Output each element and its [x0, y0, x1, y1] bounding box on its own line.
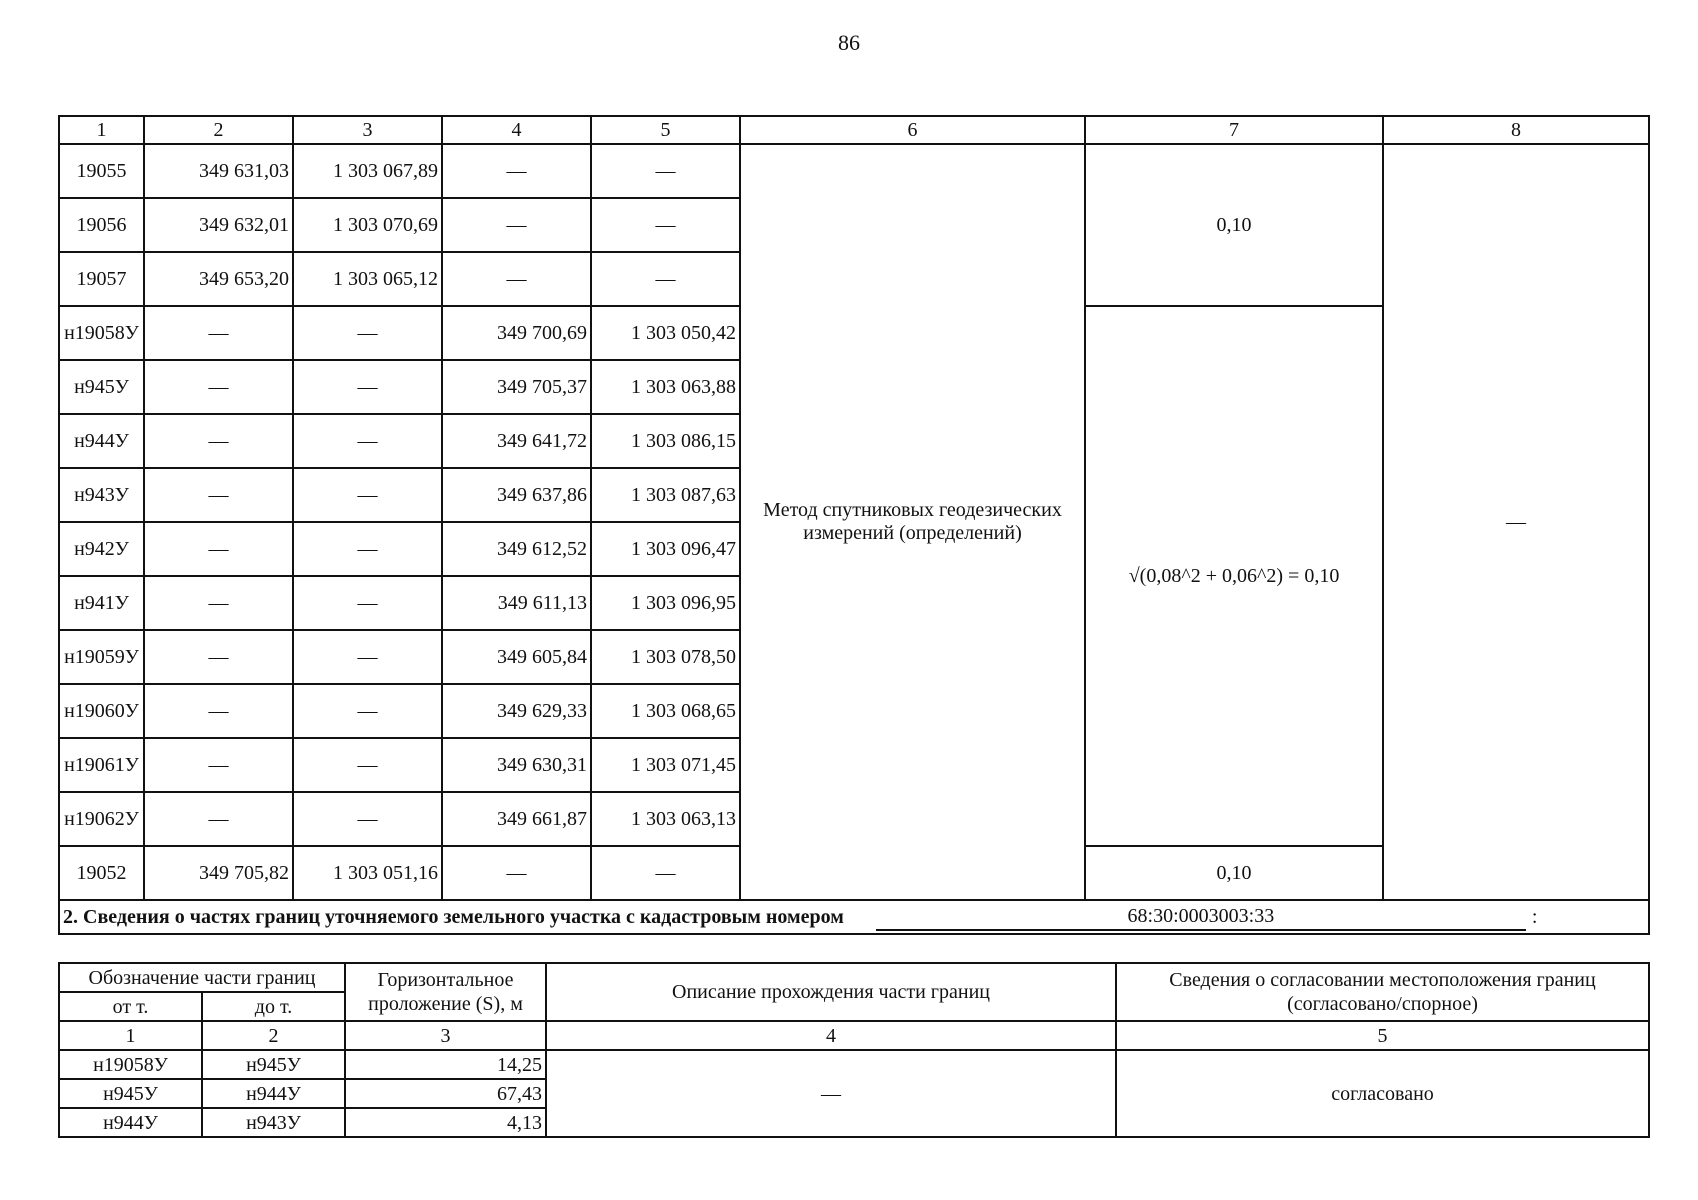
header-cell: 7 — [1085, 116, 1383, 144]
accuracy-cell: 0,10 — [1085, 846, 1383, 900]
column-number: 3 — [345, 1021, 546, 1050]
point-name-cell: 19055 — [59, 144, 144, 198]
y-old-cell: 1 303 067,89 — [293, 144, 442, 198]
y-old-cell: — — [293, 306, 442, 360]
y-old-cell: 1 303 070,69 — [293, 198, 442, 252]
x-old-cell: — — [144, 468, 293, 522]
method-cell: Метод спутниковых геодезических измерений (определений) — [740, 144, 1085, 900]
point-name-cell: н942У — [59, 522, 144, 576]
y-new-cell: 1 303 078,50 — [591, 630, 740, 684]
x-old-cell: 349 632,01 — [144, 198, 293, 252]
table-row — [59, 144, 1649, 198]
header-cell: 4 — [442, 116, 591, 144]
x-old-cell: — — [144, 576, 293, 630]
header-cell: 3 — [293, 116, 442, 144]
x-new-cell: 349 637,86 — [442, 468, 591, 522]
y-new-cell: — — [591, 252, 740, 306]
y-new-cell: 1 303 087,63 — [591, 468, 740, 522]
y-old-cell: 1 303 065,12 — [293, 252, 442, 306]
point-name-cell: н19060У — [59, 684, 144, 738]
x-new-cell: 349 630,31 — [442, 738, 591, 792]
header-to-point: до т. — [202, 992, 345, 1021]
y-new-cell: — — [591, 198, 740, 252]
point-name-cell: н943У — [59, 468, 144, 522]
x-new-cell: — — [442, 846, 591, 900]
point-name-cell: н941У — [59, 576, 144, 630]
x-new-cell: 349 641,72 — [442, 414, 591, 468]
y-new-cell: 1 303 096,95 — [591, 576, 740, 630]
to-point-cell: н945У — [202, 1050, 345, 1079]
x-old-cell: — — [144, 414, 293, 468]
description-cell: — — [546, 1050, 1116, 1137]
section-2-heading-row — [59, 900, 1649, 934]
x-old-cell: — — [144, 522, 293, 576]
x-old-cell: — — [144, 306, 293, 360]
y-new-cell: 1 303 050,42 — [591, 306, 740, 360]
accuracy-formula-cell: √(0,08^2 + 0,06^2) = 0,10 — [1085, 306, 1383, 846]
length-cell: 4,13 — [345, 1108, 546, 1137]
y-old-cell: — — [293, 630, 442, 684]
length-cell: 14,25 — [345, 1050, 546, 1079]
header-description: Описание прохождения части границ — [546, 963, 1116, 1021]
y-old-cell: — — [293, 414, 442, 468]
point-name-cell: н19059У — [59, 630, 144, 684]
column-number: 2 — [202, 1021, 345, 1050]
y-new-cell: — — [591, 846, 740, 900]
x-new-cell: 349 611,13 — [442, 576, 591, 630]
point-name-cell: н945У — [59, 360, 144, 414]
header-cell: 1 — [59, 116, 144, 144]
x-old-cell: — — [144, 630, 293, 684]
y-new-cell: 1 303 086,15 — [591, 414, 740, 468]
point-name-cell: н944У — [59, 414, 144, 468]
cadastral-number: 68:30:0003003:33 — [876, 903, 1526, 931]
x-new-cell: — — [442, 252, 591, 306]
y-old-cell: — — [293, 360, 442, 414]
section-2-title: 2. Сведения о частях границ уточняемого земельного участка с кадастровым номером — [63, 905, 844, 928]
agreement-cell: согласовано — [1116, 1050, 1649, 1137]
point-name-cell: 19056 — [59, 198, 144, 252]
y-old-cell: — — [293, 684, 442, 738]
boundary-points-table — [58, 115, 1650, 935]
x-old-cell: 349 631,03 — [144, 144, 293, 198]
x-old-cell: — — [144, 684, 293, 738]
section-2-colon: : — [1531, 905, 1538, 928]
column-number-row — [59, 1021, 1649, 1050]
x-old-cell: 349 653,20 — [144, 252, 293, 306]
y-new-cell: — — [591, 144, 740, 198]
y-new-cell: 1 303 063,88 — [591, 360, 740, 414]
table-row — [59, 1050, 1649, 1079]
header-from-point: от т. — [59, 992, 202, 1021]
point-name-cell: н19062У — [59, 792, 144, 846]
header-horizontal-length: Горизонтальное проложение (S), м — [345, 963, 546, 1021]
x-new-cell: 349 629,33 — [442, 684, 591, 738]
header-cell: 5 — [591, 116, 740, 144]
column-number: 4 — [546, 1021, 1116, 1050]
header-agreement: Сведения о согласовании местоположения границ (согласовано/спорное) — [1116, 963, 1649, 1021]
x-new-cell: — — [442, 198, 591, 252]
x-new-cell: 349 605,84 — [442, 630, 591, 684]
y-old-cell: — — [293, 522, 442, 576]
header-cell: 2 — [144, 116, 293, 144]
y-new-cell: 1 303 068,65 — [591, 684, 740, 738]
x-new-cell: 349 705,37 — [442, 360, 591, 414]
section-2-heading — [63, 903, 1645, 931]
y-old-cell: — — [293, 468, 442, 522]
section-2-heading-cell — [59, 900, 1649, 934]
x-old-cell: — — [144, 360, 293, 414]
column-number: 5 — [1116, 1021, 1649, 1050]
point-name-cell: 19057 — [59, 252, 144, 306]
y-old-cell: — — [293, 792, 442, 846]
col8-cell: — — [1383, 144, 1649, 900]
point-name-cell: 19052 — [59, 846, 144, 900]
x-new-cell: 349 700,69 — [442, 306, 591, 360]
from-point-cell: н944У — [59, 1108, 202, 1137]
to-point-cell: н943У — [202, 1108, 345, 1137]
y-old-cell: — — [293, 738, 442, 792]
from-point-cell: н19058У — [59, 1050, 202, 1079]
x-new-cell: 349 661,87 — [442, 792, 591, 846]
x-new-cell: 349 612,52 — [442, 522, 591, 576]
accuracy-cell: 0,10 — [1085, 144, 1383, 306]
point-name-cell: н19058У — [59, 306, 144, 360]
point-name-cell: н19061У — [59, 738, 144, 792]
column-number: 1 — [59, 1021, 202, 1050]
length-cell: 67,43 — [345, 1079, 546, 1108]
y-new-cell: 1 303 071,45 — [591, 738, 740, 792]
header-cell: 8 — [1383, 116, 1649, 144]
x-old-cell: — — [144, 792, 293, 846]
page-number: 86 — [838, 30, 860, 55]
x-old-cell: — — [144, 738, 293, 792]
y-old-cell: — — [293, 576, 442, 630]
x-old-cell: 349 705,82 — [144, 846, 293, 900]
table-header-row — [59, 116, 1649, 144]
from-point-cell: н945У — [59, 1079, 202, 1108]
y-new-cell: 1 303 096,47 — [591, 522, 740, 576]
y-old-cell: 1 303 051,16 — [293, 846, 442, 900]
x-new-cell: — — [442, 144, 591, 198]
to-point-cell: н944У — [202, 1079, 345, 1108]
header-part-designation: Обозначение части границ — [59, 963, 345, 992]
header-cell: 6 — [740, 116, 1085, 144]
y-new-cell: 1 303 063,13 — [591, 792, 740, 846]
boundary-parts-table — [58, 962, 1650, 1138]
